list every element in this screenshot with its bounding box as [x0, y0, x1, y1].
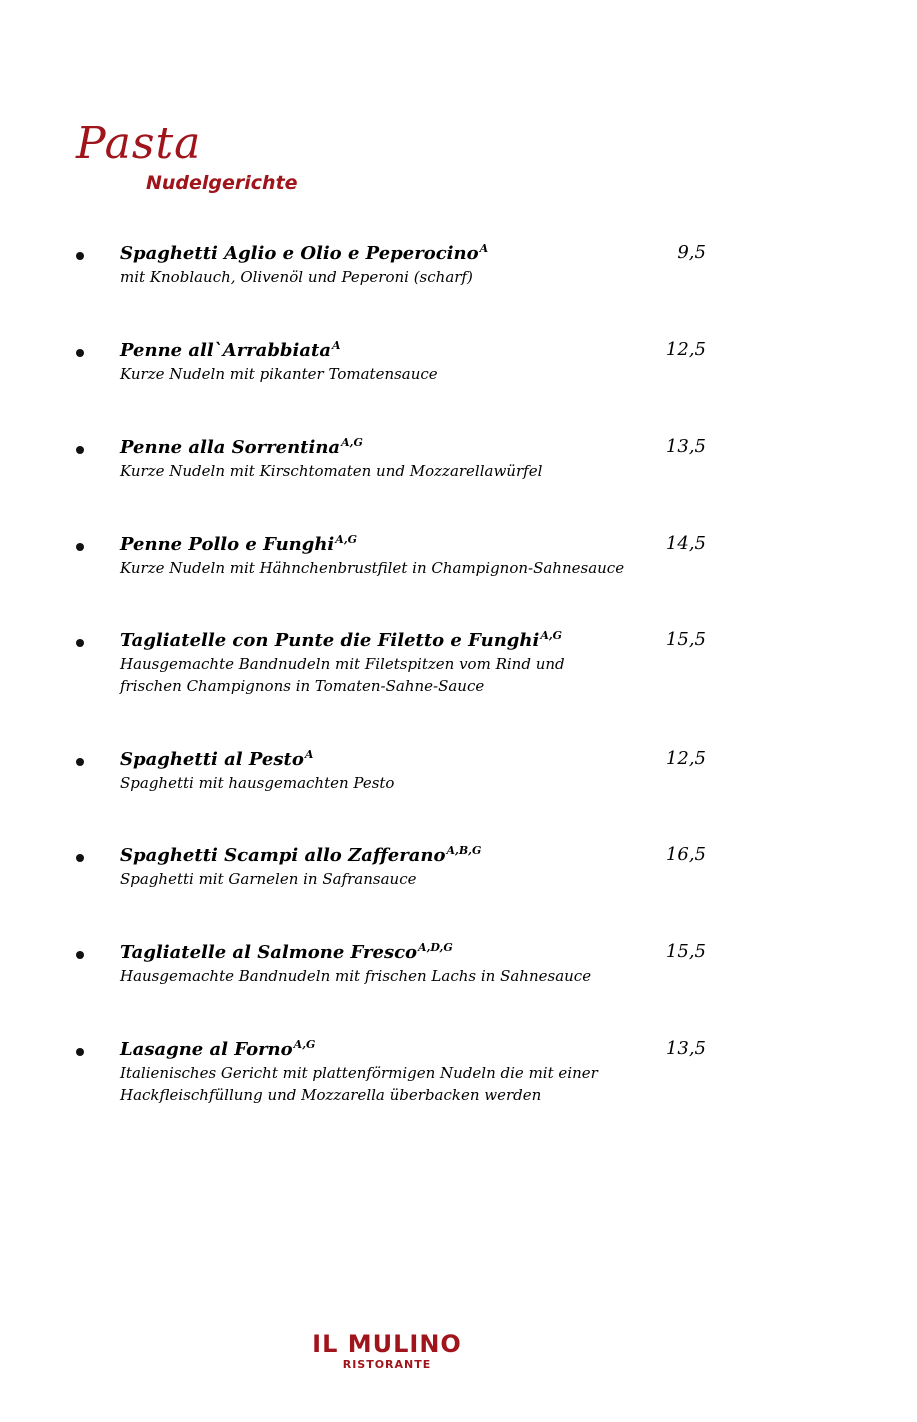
logo-tagline: RISTORANTE — [342, 1358, 432, 1371]
bullet-icon — [76, 252, 84, 260]
dish-description: Kurze Nudeln mit pikanter Tomatensauce — [120, 365, 438, 383]
bullet-icon — [76, 639, 84, 647]
allergen-codes: A,D,G — [418, 941, 453, 954]
dish-description: Spaghetti mit hausgemachten Pesto — [120, 774, 395, 792]
dish-price: 13,5 — [665, 1038, 706, 1059]
dish-price: 16,5 — [665, 844, 706, 865]
dish-name: Lasagne al Forno$^{A,G}$ — [120, 1038, 316, 1060]
bullet-icon — [76, 1048, 84, 1056]
dish-price: 12,5 — [665, 339, 706, 360]
dish-description: Spaghetti mit Garnelen in Safransauce — [120, 870, 417, 888]
dish-name: Spaghetti al Pesto$^A$ — [120, 748, 314, 770]
page-subtitle: Nudelgerichte — [146, 172, 298, 194]
dish-price: 14,5 — [665, 533, 706, 554]
bullet-icon — [76, 854, 84, 862]
allergen-codes: A,B,G — [446, 844, 482, 857]
dish-description: Kurze Nudeln mit Kirschtomaten und Mozzarellawürfel — [120, 462, 543, 480]
dish-name: Penne all`Arrabbiata$^A$ — [120, 339, 341, 361]
dish-description: mit Knoblauch, Olivenöl und Peperoni (scharf) — [120, 268, 473, 286]
bullet-icon — [76, 349, 84, 357]
logo-wordmark: IL MULINO — [312, 1330, 462, 1358]
allergen-codes: A,G — [341, 436, 363, 449]
dish-description: Hausgemachte Bandnudeln mit frischen Lachs in Sahnesauce — [120, 967, 592, 985]
page-title: Pasta — [76, 118, 202, 169]
dish-name: Tagliatelle con Punte die Filetto e Funghi$^{A,G}$ — [120, 629, 563, 651]
allergen-codes: A — [304, 748, 314, 761]
dish-description: Hausgemachte Bandnudeln mit Filetspitzen vom Rind und frischen Champignons in Tomaten-Sahne-Sauce — [120, 655, 565, 695]
bullet-icon — [76, 446, 84, 454]
dish-name: Penne Pollo e Funghi$^{A,G}$ — [120, 533, 358, 555]
dish-price: 9,5 — [677, 242, 706, 263]
bullet-icon — [76, 758, 84, 766]
dish-price: 15,5 — [665, 941, 706, 962]
allergen-codes: A,G — [293, 1038, 316, 1051]
allergen-codes: A — [331, 339, 341, 352]
bullet-icon — [76, 543, 84, 551]
allergen-codes: A,G — [335, 533, 358, 546]
dish-description: Italienisches Gericht mit plattenförmigen Nudeln die mit einer Hackfleischfüllung und Mozzarella überbacken werden — [120, 1064, 598, 1104]
dish-price: 12,5 — [665, 748, 706, 769]
allergen-codes: A,G — [540, 629, 563, 642]
dish-description: Kurze Nudeln mit Hähnchenbrustfilet in Champignon-Sahnesauce — [120, 559, 625, 577]
dish-name: Penne alla Sorrentina$^{A,G}$ — [120, 436, 363, 458]
allergen-codes: A — [479, 242, 489, 255]
dish-price: 15,5 — [665, 629, 706, 650]
dish-price: 13,5 — [665, 436, 706, 457]
restaurant-logo — [300, 1330, 474, 1372]
dish-name: Spaghetti Scampi allo Zafferano$^{A,B,G}$ — [120, 844, 482, 866]
bullet-icon — [76, 951, 84, 959]
dish-name: Spaghetti Aglio e Olio e Peperocino$^A$ — [120, 242, 489, 264]
dish-name: Tagliatelle al Salmone Fresco$^{A,D,G}$ — [120, 941, 453, 963]
